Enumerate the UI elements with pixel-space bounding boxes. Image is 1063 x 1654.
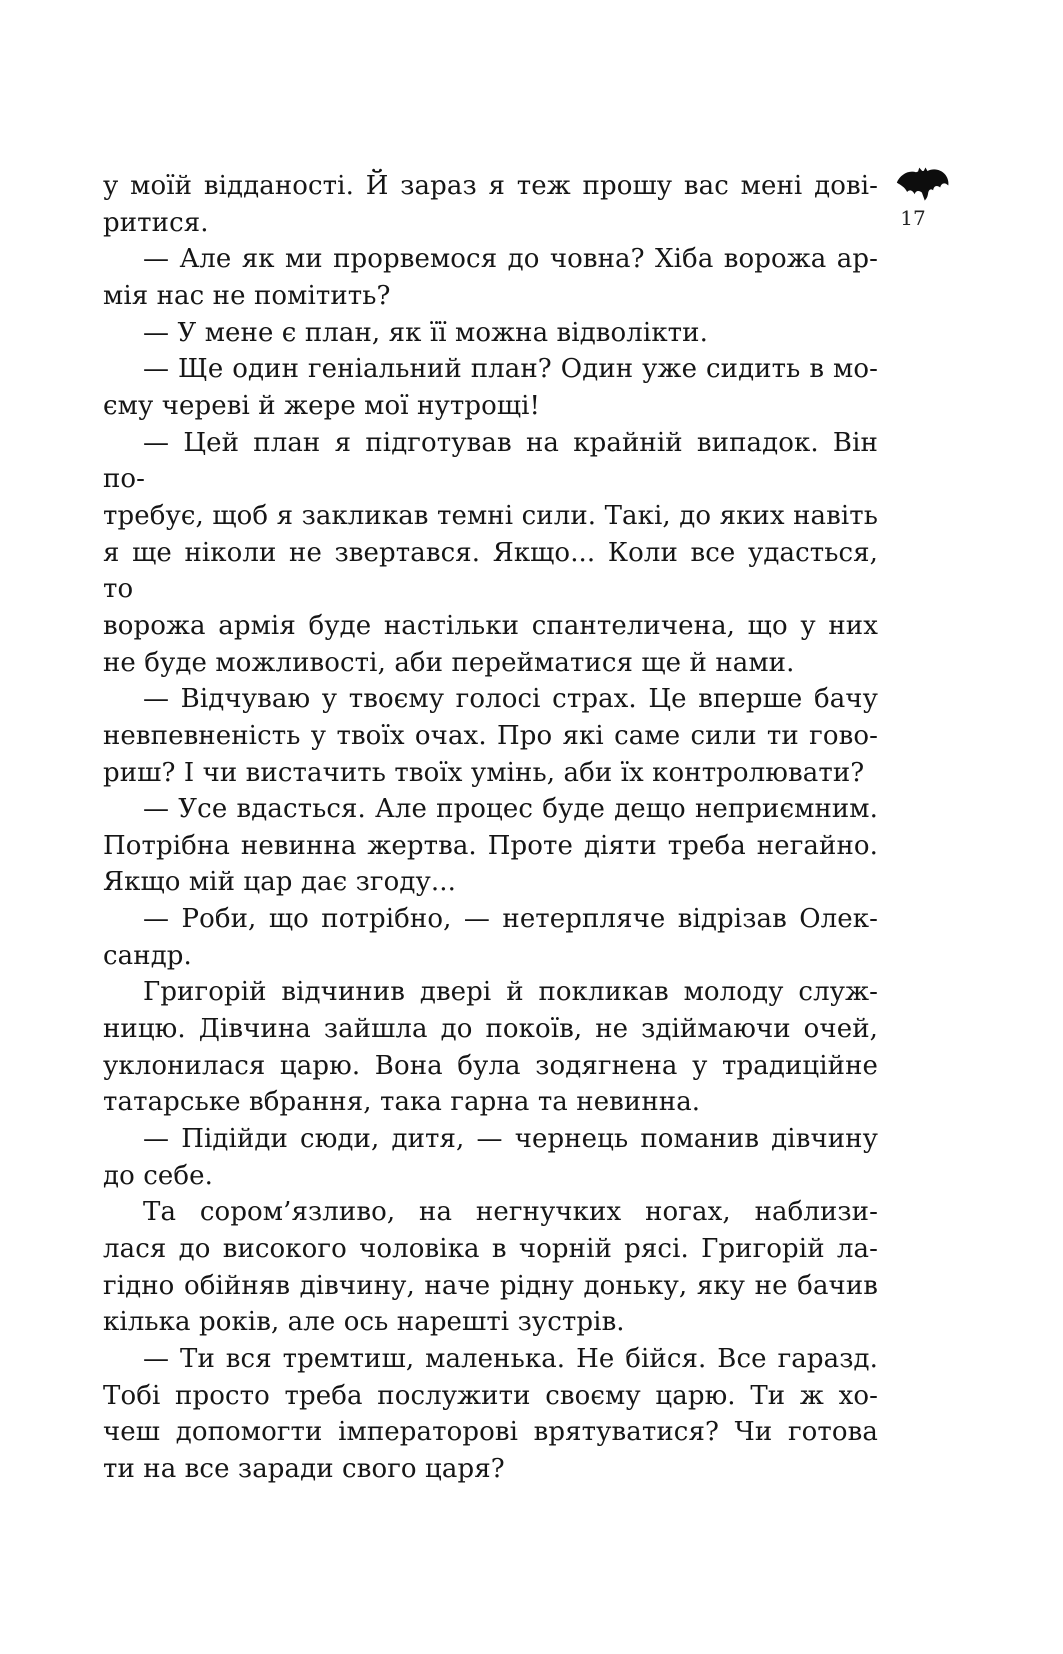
text-line: татарське вбрання, така гарна та невинна. xyxy=(103,1087,701,1118)
text-line: кілька років, але ось нарешті зустрів. xyxy=(103,1307,625,1338)
text-line: гідно обійняв дівчину, наче рідну доньку, яку не бачив xyxy=(103,1270,878,1301)
text-line: Тобі просто треба послужити своєму царю. Ти ж хо- xyxy=(103,1380,878,1411)
text-line: я ще ніколи не звертався. Якщо... Коли все удасться, то xyxy=(103,537,878,605)
text-line: ворожа армія буде настільки спантеличена, що у них xyxy=(103,610,878,641)
text-line: чеш допомогти імператорові врятуватися? Чи готова xyxy=(103,1417,878,1448)
text-line: Якщо мій цар дає згоду... xyxy=(103,867,456,898)
bat-icon xyxy=(897,165,949,202)
text-line: — Роби, що потрібно, — нетерпляче відрізав Олек- xyxy=(143,904,878,935)
text-line: мія нас не помітить? xyxy=(103,280,391,311)
text-line: невпевненість у твоїх очах. Про які саме сили ти гово- xyxy=(103,720,878,751)
text-line: — Підійди сюди, дитя, — чернець поманив дівчину xyxy=(143,1124,878,1155)
text-line: уклонилася царю. Вона була зодягнена у традиційне xyxy=(103,1050,878,1081)
text-line: — Усе вдасться. Але процес буде дещо неприємним. xyxy=(143,794,878,825)
text-line: Григорій відчинив двері й покликав молоду служ- xyxy=(143,977,878,1008)
page-number: 17 xyxy=(900,206,926,230)
text-line: требує, щоб я закликав темні сили. Такі, до яких навіть xyxy=(103,500,878,531)
text-line: сандр. xyxy=(103,940,192,971)
text-line: до себе. xyxy=(103,1160,213,1191)
text-line: — У мене є план, як її можна відволікти. xyxy=(143,317,708,348)
text-line: ницю. Дівчина зайшла до покоїв, не здіймаючи очей, xyxy=(103,1014,878,1045)
text-line: — Ще один геніальний план? Один уже сидить в мо- xyxy=(143,354,878,385)
text-line: ти на все заради свого царя? xyxy=(103,1453,505,1484)
text-line: ритися. xyxy=(103,207,209,238)
text-line: — Але як ми прорвемося до човна? Хіба ворожа ар- xyxy=(143,244,878,275)
text-line: єму череві й жере мої нутрощі! xyxy=(103,390,541,421)
text-line: риш? І чи вистачить твоїх умінь, аби їх контролювати? xyxy=(103,757,865,788)
text-line: у моїй відданості. Й зараз я теж прошу вас мені дові- xyxy=(103,171,878,201)
text-line: — Цей план я підготував на крайній випадок. Він по- xyxy=(103,427,878,495)
body-text xyxy=(103,168,878,1488)
text-line: лася до високого чоловіка в чорній рясі. Григорій ла- xyxy=(103,1234,878,1265)
text-line: Та сором’язливо, на негнучких ногах, наблизи- xyxy=(143,1197,878,1228)
text-line: — Відчуваю у твоєму голосі страх. Це вперше бачу xyxy=(143,684,878,715)
text-line: — Ти вся тремтиш, маленька. Не бійся. Все гаразд. xyxy=(143,1344,878,1374)
text-line: Потрібна невинна жертва. Проте діяти треба негайно. xyxy=(103,830,878,861)
text-line: не буде можливості, аби перейматися ще й нами. xyxy=(103,647,795,678)
